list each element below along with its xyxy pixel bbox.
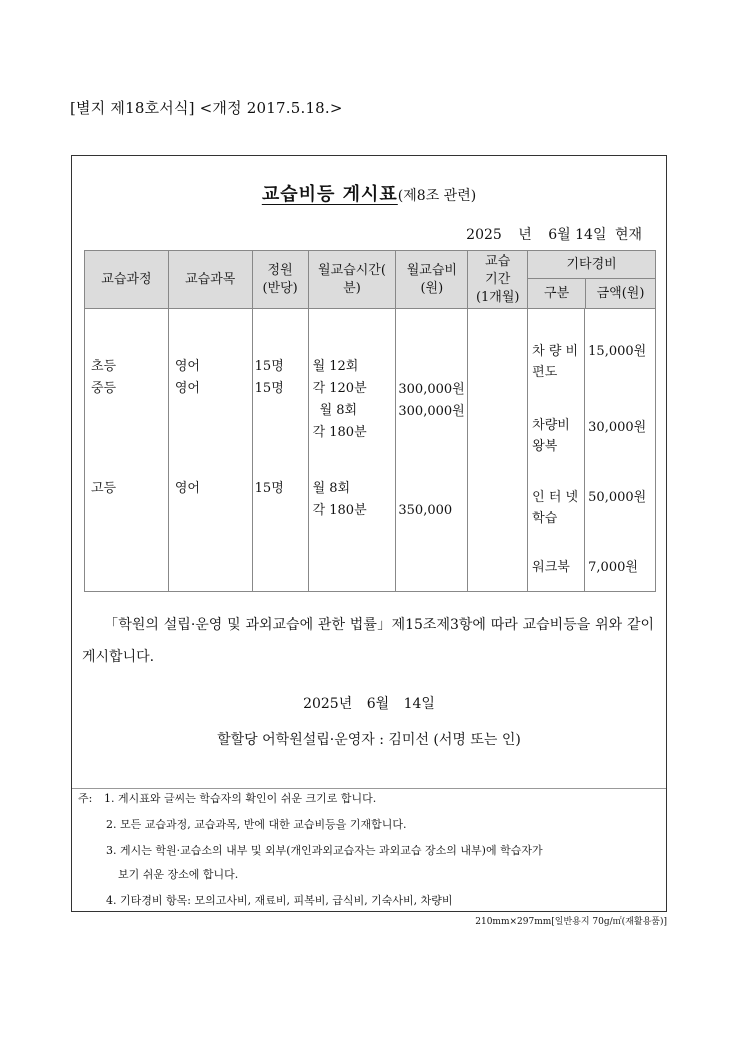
expense-label: 워크북 <box>532 560 570 575</box>
hours-elementary-minutes: 각 120분 <box>312 381 367 396</box>
operator-signature: 할할당 어학원설립·운영자 : 김미선 (서명 또는 인) <box>217 732 521 748</box>
paper-spec: 210mm×297mm[일반용지 70g/㎡(재활용품)] <box>475 917 667 927</box>
expense-divider <box>584 309 585 591</box>
period-cell <box>468 309 528 592</box>
hours-middle-minutes: 각 180분 <box>312 425 367 440</box>
course-cell <box>85 309 169 592</box>
subject-high: 영어 <box>174 481 200 496</box>
header-other-type: 구분 <box>528 279 586 309</box>
note-item: 1. 게시표와 글씨는 학습자의 확인이 쉬운 크기로 합니다. <box>104 792 377 805</box>
as-of-suffix: 현재 <box>614 227 642 243</box>
capacity-cell <box>252 309 308 592</box>
sign-month: 6월 <box>366 696 390 712</box>
fee-middle: 300,000원 <box>398 404 465 419</box>
note-item: 4. 기타경비 항목: 모의고사비, 재료비, 피복비, 급식비, 기숙사비, 차량비 <box>106 894 453 907</box>
header-capacity-line1: 정원 <box>267 262 293 278</box>
header-fee <box>396 251 468 309</box>
header-hours-line2: 분) <box>343 280 361 296</box>
header-period-line1: 교습 <box>485 253 511 269</box>
course-high: 고등 <box>91 481 117 496</box>
hours-high-minutes: 각 180분 <box>312 503 367 518</box>
course-elementary: 초등 <box>91 359 117 374</box>
fee-elementary: 300,000원 <box>398 382 465 397</box>
sign-year: 2025년 <box>303 696 353 712</box>
header-fee-line2: (원) <box>420 280 444 296</box>
header-fee-line1: 월교습비 <box>406 262 457 278</box>
hours-elementary-sessions: 월 12회 <box>312 359 359 374</box>
expense-label: 차량비 왕복 <box>532 418 570 454</box>
title-main: 교습비등 게시표 <box>261 184 398 205</box>
hours-cell <box>308 309 396 592</box>
expense-amount: 15,000원 <box>588 344 647 359</box>
header-hours-line1: 월교습시간( <box>318 262 386 278</box>
subject-cell <box>168 309 252 592</box>
sign-day: 14일 <box>403 696 435 712</box>
header-capacity <box>252 251 308 309</box>
form-header: [별지 제18호서식] <개정 2017.5.18.> <box>70 99 343 117</box>
note-item: 보기 쉬운 장소에 합니다. <box>118 868 239 881</box>
as-of-date <box>466 224 642 244</box>
hours-middle-sessions: 월 8회 <box>319 403 358 418</box>
header-period <box>468 251 528 309</box>
notes-prefix: 주: <box>78 792 93 805</box>
fee-table <box>84 250 656 592</box>
header-other: 기타경비 <box>528 251 656 279</box>
capacity-middle: 15명 <box>254 381 284 396</box>
note-item: 2. 모든 교습과정, 교습과목, 반에 대한 교습비등을 기재합니다. <box>106 818 407 831</box>
expense-amount: 7,000원 <box>588 560 638 575</box>
expense-label: 인 터 넷 학습 <box>532 490 579 526</box>
as-of-month-day: 6월 14일 <box>548 227 607 243</box>
as-of-year-unit: 년 <box>518 227 532 243</box>
hours-high-sessions: 월 8회 <box>312 481 351 496</box>
note-item: 3. 게시는 학원·교습소의 내부 및 외부(개인과외교습자는 과외교습 장소의 내부)에 학습자가 <box>106 844 543 857</box>
course-middle: 중등 <box>91 381 117 396</box>
header-capacity-line2: (반당) <box>262 280 298 296</box>
title-sub: (제8조 관련) <box>397 188 477 204</box>
capacity-high: 15명 <box>254 481 284 496</box>
expense-amount: 50,000원 <box>588 490 647 505</box>
expenses-cell <box>528 309 656 592</box>
header-other-amount: 금액(원) <box>586 279 656 309</box>
sign-date <box>72 693 666 713</box>
fee-high: 350,000 <box>398 503 453 518</box>
expense-label: 차 량 비 편도 <box>532 344 579 380</box>
header-course: 교습과정 <box>85 251 169 309</box>
as-of-year: 2025 <box>466 227 502 243</box>
header-period-line3: (1개월) <box>475 289 520 305</box>
subject-elementary: 영어 <box>174 359 200 374</box>
header-period-line2: 기간 <box>485 271 511 287</box>
header-hours <box>308 251 396 309</box>
capacity-elementary: 15명 <box>254 359 284 374</box>
legal-notice: 「학원의 설립·운영 및 과외교습에 관한 법률」제15조제3항에 따라 교습비등을 위와 같이 게시합니다. <box>82 617 654 665</box>
fee-cell <box>396 309 468 592</box>
subject-middle: 영어 <box>174 381 200 396</box>
header-subject: 교습과목 <box>168 251 252 309</box>
expense-amount: 30,000원 <box>588 420 647 435</box>
page-title <box>72 180 666 206</box>
